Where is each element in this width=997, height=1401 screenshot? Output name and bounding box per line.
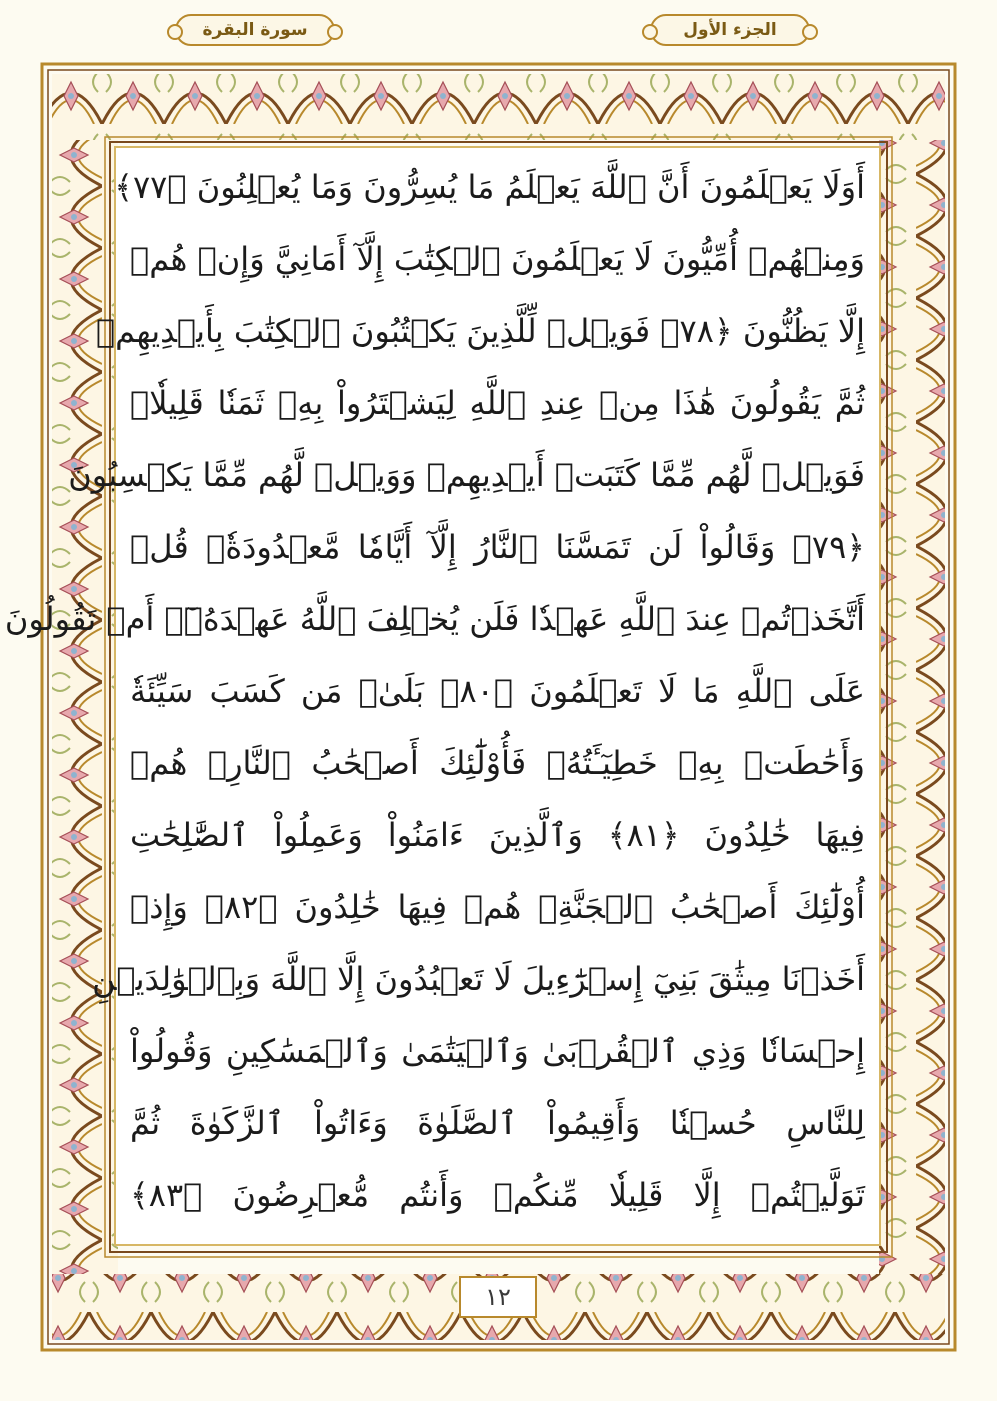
page-number: ١٢ <box>459 1276 537 1318</box>
verse-line: تَوَلَّيۡتُمۡ إِلَّا قَلِيلٗا مِّنكُمۡ وَأَنتُم مُّعۡرِضُونَ ﴿٨٣﴾ <box>130 1176 865 1214</box>
verse-line: أُوْلَٰٓئِكَ أَصۡحَٰبُ ٱلۡجَنَّةِۖ هُمۡ فِيهَا خَٰلِدُونَ ﴿٨٢﴾ وَإِذۡ <box>130 888 866 926</box>
verse-line: إِحۡسَانٗا وَذِي ٱلۡقُرۡبَىٰ وَٱلۡيَتَٰمَىٰ وَٱلۡمَسَٰكِينِ وَقُولُواْ <box>130 1032 865 1070</box>
surah-label: سورة البقرة <box>175 14 335 46</box>
verse-line: ثُمَّ يَقُولُونَ هَٰذَا مِنۡ عِندِ ٱللَّهِ لِيَشۡتَرُواْ بِهِۦ ثَمَنٗا قَلِيلٗاۖ <box>130 384 865 422</box>
juz-label: الجزء الأول <box>650 14 810 46</box>
verse-lines <box>4 148 879 1244</box>
verse-line: إِلَّا يَظُنُّونَ ﴿٧٨﴾ فَوَيۡلٞ لِّلَّذِينَ يَكۡتُبُونَ ٱلۡكِتَٰبَ بِأَيۡدِيهِمۡ <box>95 312 865 350</box>
verse-line: فِيهَا خَٰلِدُونَ ﴿٨١﴾ وَٱلَّذِينَ ءَامَنُواْ وَعَمِلُواْ ٱلصَّٰلِحَٰتِ <box>130 816 865 854</box>
verse-line: فَوَيۡلٞ لَّهُم مِّمَّا كَتَبَتۡ أَيۡدِيهِمۡ وَوَيۡلٞ لَّهُم مِّمَّا يَكۡسِبُونَ <box>68 456 865 494</box>
verse-line: أَخَذۡنَا مِيثَٰقَ بَنِيٓ إِسۡرَٰٓءِيلَ لَا تَعۡبُدُونَ إِلَّا ٱللَّهَ وَبِٱلۡوَٰلِدَيۡنِ <box>92 960 865 998</box>
verse-line: ﴿٧٩﴾ وَقَالُواْ لَن تَمَسَّنَا ٱلنَّارُ إِلَّآ أَيَّامٗا مَّعۡدُودَةٗۚ قُلۡ <box>130 528 865 566</box>
verse-line: أَتَّخَذۡتُمۡ عِندَ ٱللَّهِ عَهۡدٗا فَلَن يُخۡلِفَ ٱللَّهُ عَهۡدَهُۥٓۖ أَمۡ تَقُولُونَ <box>4 600 865 638</box>
verse-line: أَوَلَا يَعۡلَمُونَ أَنَّ ٱللَّهَ يَعۡلَمُ مَا يُسِرُّونَ وَمَا يُعۡلِنُونَ ﴿٧٧﴾ <box>114 168 865 206</box>
verse-line: لِلنَّاسِ حُسۡنٗا وَأَقِيمُواْ ٱلصَّلَوٰةَ وَءَاتُواْ ٱلزَّكَوٰةَ ثُمَّ <box>130 1104 865 1142</box>
verse-line: وَأَحَٰطَتۡ بِهِۦ خَطِيٓـَٔتُهُۥ فَأُوْلَٰٓئِكَ أَصۡحَٰبُ ٱلنَّارِۖ هُمۡ <box>130 744 865 782</box>
text-panel <box>4 146 881 1246</box>
verse-line: عَلَى ٱللَّهِ مَا لَا تَعۡلَمُونَ ﴿٨٠﴾ بَلَىٰۚ مَن كَسَبَ سَيِّئَةٗ <box>130 672 866 710</box>
verse-line: وَمِنۡهُمۡ أُمِّيُّونَ لَا يَعۡلَمُونَ ٱلۡكِتَٰبَ إِلَّآ أَمَانِيَّ وَإِنۡ هُمۡ <box>130 240 865 278</box>
